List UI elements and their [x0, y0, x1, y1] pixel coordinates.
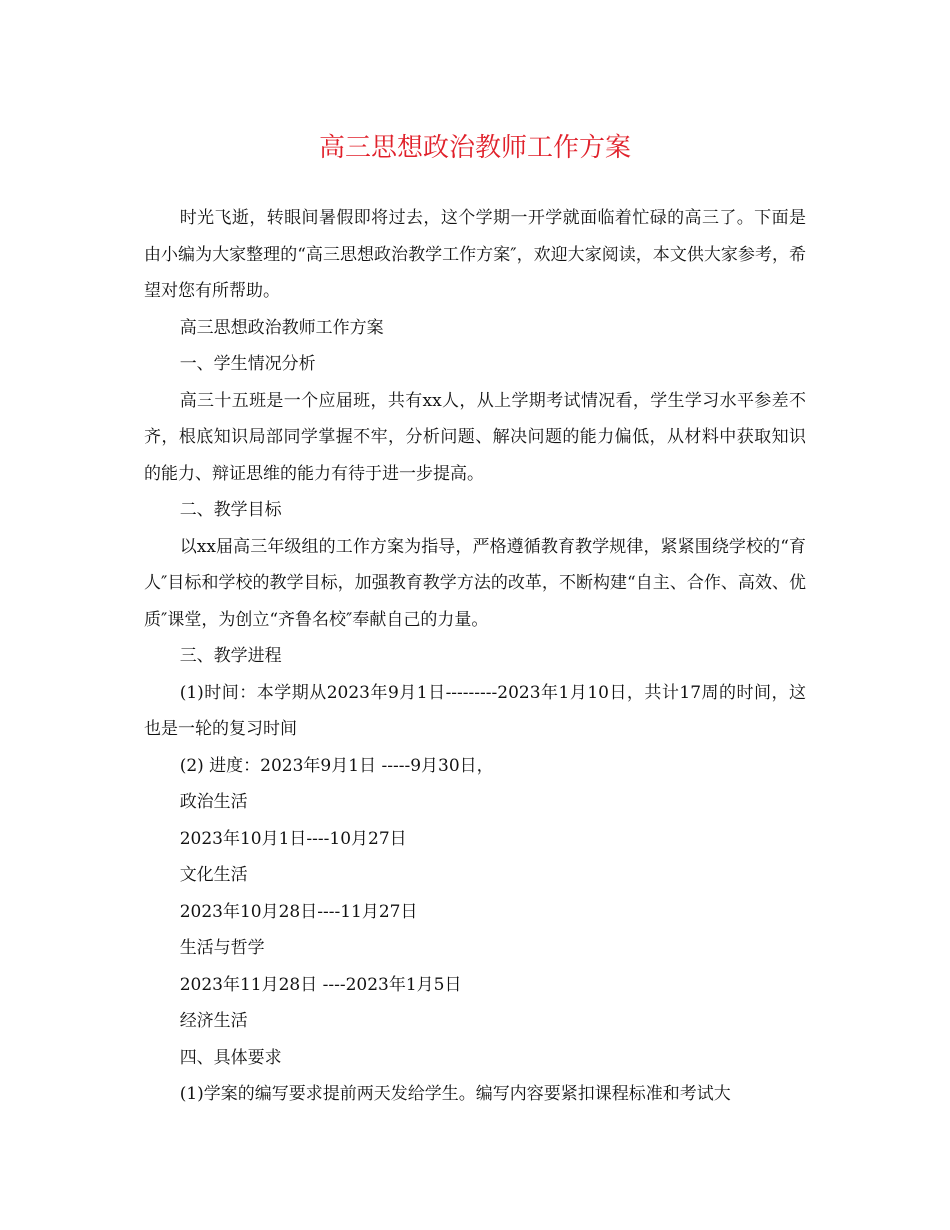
section-heading-student-analysis: 一、学生情况分析	[179, 354, 316, 374]
schedule-item-political-life: 政治生活	[179, 792, 248, 812]
paragraph-time: (1)时间：本学期从2023年9月1日---------2023年1月10日，共计17周的时间，这也是一轮的复习时间	[144, 682, 806, 739]
section-heading-teaching-progress: 三、教学进程	[179, 646, 282, 666]
schedule-date-3: 2023年11月28日 ----2023年1月5日	[179, 974, 462, 995]
schedule-date-2: 2023年10月28日----11月27日	[179, 901, 418, 922]
schedule-date-1: 2023年10月1日----10月27日	[179, 828, 407, 849]
section-heading-requirements: 四、具体要求	[179, 1047, 282, 1068]
section-heading-teaching-goals: 二、教学目标	[179, 500, 282, 520]
paragraph-intro: 时光飞逝，转眼间暑假即将过去，这个学期一开学就面临着忙碌的高三了。下面是由小编为大家整理的“高三思想政治教学工作方案″，欢迎大家阅读，本文供大家参考，希望对您有所帮助。	[144, 208, 806, 301]
paragraph-subtitle: 高三思想政治教师工作方案	[179, 317, 384, 338]
document-title: 高三思想政治教师工作方案	[318, 133, 631, 163]
paragraph-progress: (2) 进度：2023年9月1日 -----9月30日，	[179, 755, 494, 776]
document-body	[144, 200, 806, 1113]
paragraph-student-analysis: 高三十五班是一个应届班，共有xx人，从上学期考试情况看，学生学习水平参差不齐，根底知识局部同学掌握不牢，分析问题、解决问题的能力偏低，从材料中获取知识的能力、辩证思维的能力有待于进一步提高。	[144, 390, 806, 484]
paragraph-requirement-1: (1)学案的编写要求提前两天发给学生。编写内容要紧扣课程标准和考试大	[179, 1084, 731, 1104]
schedule-item-economic-life: 经济生活	[179, 1011, 248, 1031]
schedule-item-life-and-philosophy: 生活与哲学	[179, 938, 265, 958]
paragraph-teaching-goals: 以xx届高三年级组的工作方案为指导，严格遵循教育教学规律，紧紧围绕学校的“育人″目标和学校的教学目标，加强教育教学方法的改革，不断构建“自主、合作、高效、优质″课堂，为创立“齐鲁名校″奉献自己的力量。	[144, 536, 806, 630]
schedule-item-cultural-life: 文化生活	[179, 865, 248, 885]
